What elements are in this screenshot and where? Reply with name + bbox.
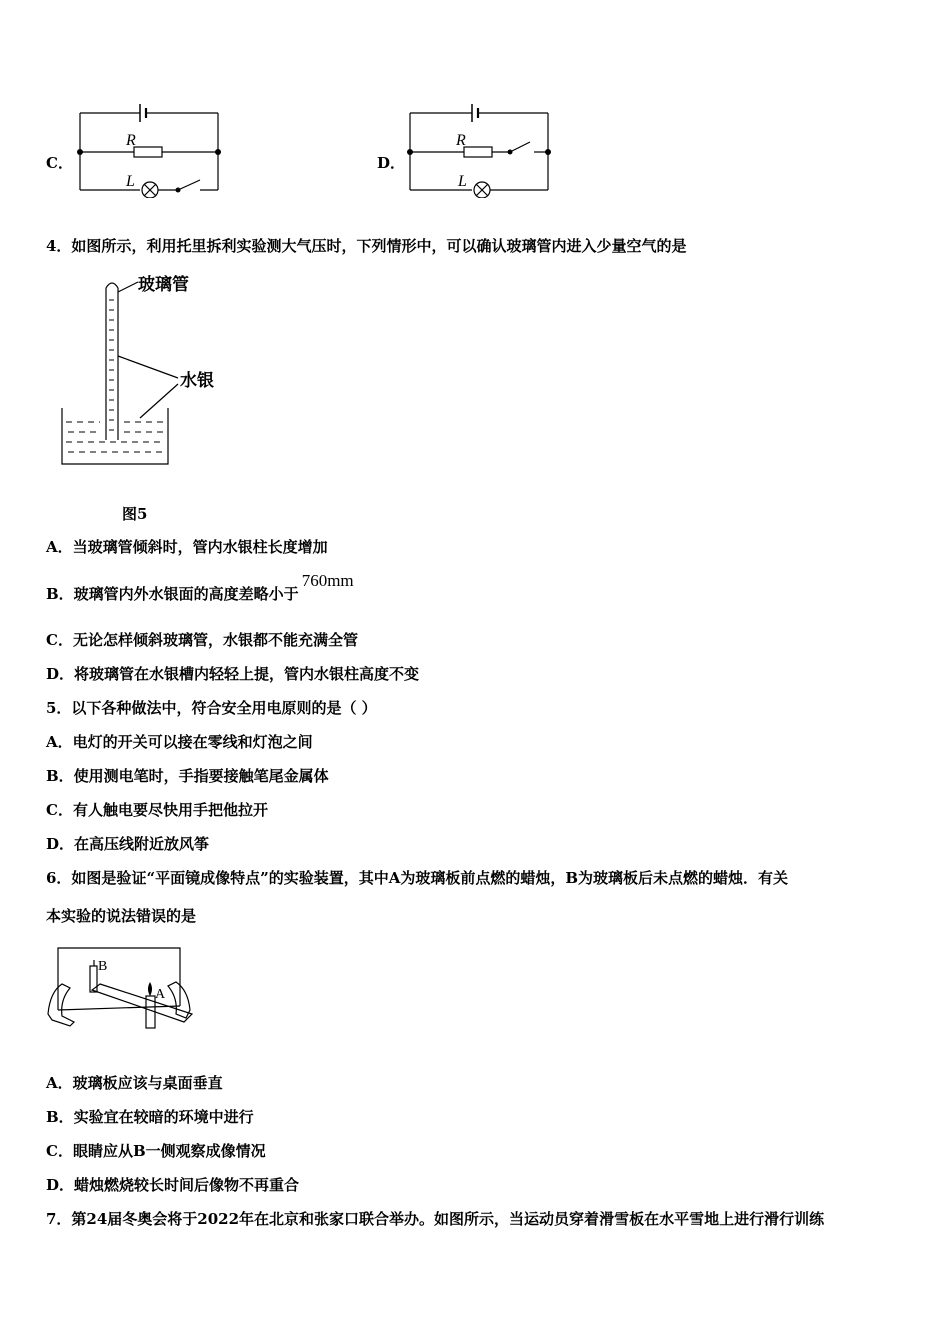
mercury-label: 水银: [180, 371, 214, 390]
question-5-option-c: C．有人触电要尽快用手把他拉开: [46, 801, 268, 819]
circuit-d-l-label: L: [458, 173, 467, 190]
mirror-experiment-figure: [44, 944, 194, 1034]
question-6-stem-line-1: 6．如图是验证“平面镜成像特点”的实验装置，其中A为玻璃板前点燃的蜡烛，B为玻璃板后未点燃的蜡烛．有关: [46, 869, 789, 887]
circuit-d-diagram: [400, 98, 560, 198]
question-5-option-b: B．使用测电笔时，手指要接触笔尾金属体: [46, 767, 329, 785]
question-4-option-b-text: B．玻璃管内外水银面的高度差略小于: [46, 585, 299, 603]
question-7-stem: 7．第24届冬奥会将于2022年在北京和张家口联合举办。如图所示，当运动员穿着滑雪板在水平雪地上进行滑行训练: [46, 1210, 825, 1228]
question-4-option-b: [46, 571, 354, 604]
candle-b-label: B: [98, 959, 108, 974]
circuit-d-r-label: R: [456, 132, 466, 149]
question-5-option-d: D．在高压线附近放风筝: [46, 835, 210, 853]
question-4-option-d: D．将玻璃管在水银槽内轻轻上提，管内水银柱高度不变: [46, 665, 420, 683]
candle-a-label: A: [155, 987, 166, 1002]
figure-5-caption: 图5: [122, 505, 148, 523]
question-5-stem: 5．以下各种做法中，符合安全用电原则的是（ ）: [46, 699, 377, 717]
torricelli-figure: [56, 270, 246, 470]
question-6-option-d: D．蜡烛燃烧较长时间后像物不再重合: [46, 1176, 300, 1194]
question-6-option-c: C．眼睛应从B一侧观察成像情况: [46, 1142, 266, 1160]
tube-label: 玻璃管: [138, 275, 189, 294]
question-6-option-b: B．实验宜在较暗的环境中进行: [46, 1108, 254, 1126]
question-6-option-a: A．玻璃板应该与桌面垂直: [46, 1074, 223, 1092]
question-4-option-a: A．当玻璃管倾斜时，管内水银柱长度增加: [46, 538, 328, 556]
question-4-option-b-value: 760mm: [301, 571, 354, 590]
circuit-c-label: C．: [46, 154, 73, 172]
question-4-stem: 4．如图所示，利用托里拆利实验测大气压时，下列情形中，可以确认玻璃管内进入少量空气的是: [46, 237, 687, 255]
question-6-stem-line-2: 本实验的说法错误的是: [46, 907, 197, 925]
circuit-d-label: D．: [377, 154, 406, 172]
circuit-c-diagram: [70, 98, 230, 198]
question-5-option-a: A．电灯的开关可以接在零线和灯泡之间: [46, 733, 313, 751]
circuit-c-l-label: L: [126, 173, 135, 190]
question-4-option-c: C．无论怎样倾斜玻璃管，水银都不能充满全管: [46, 631, 358, 649]
circuit-c-r-label: R: [126, 132, 136, 149]
